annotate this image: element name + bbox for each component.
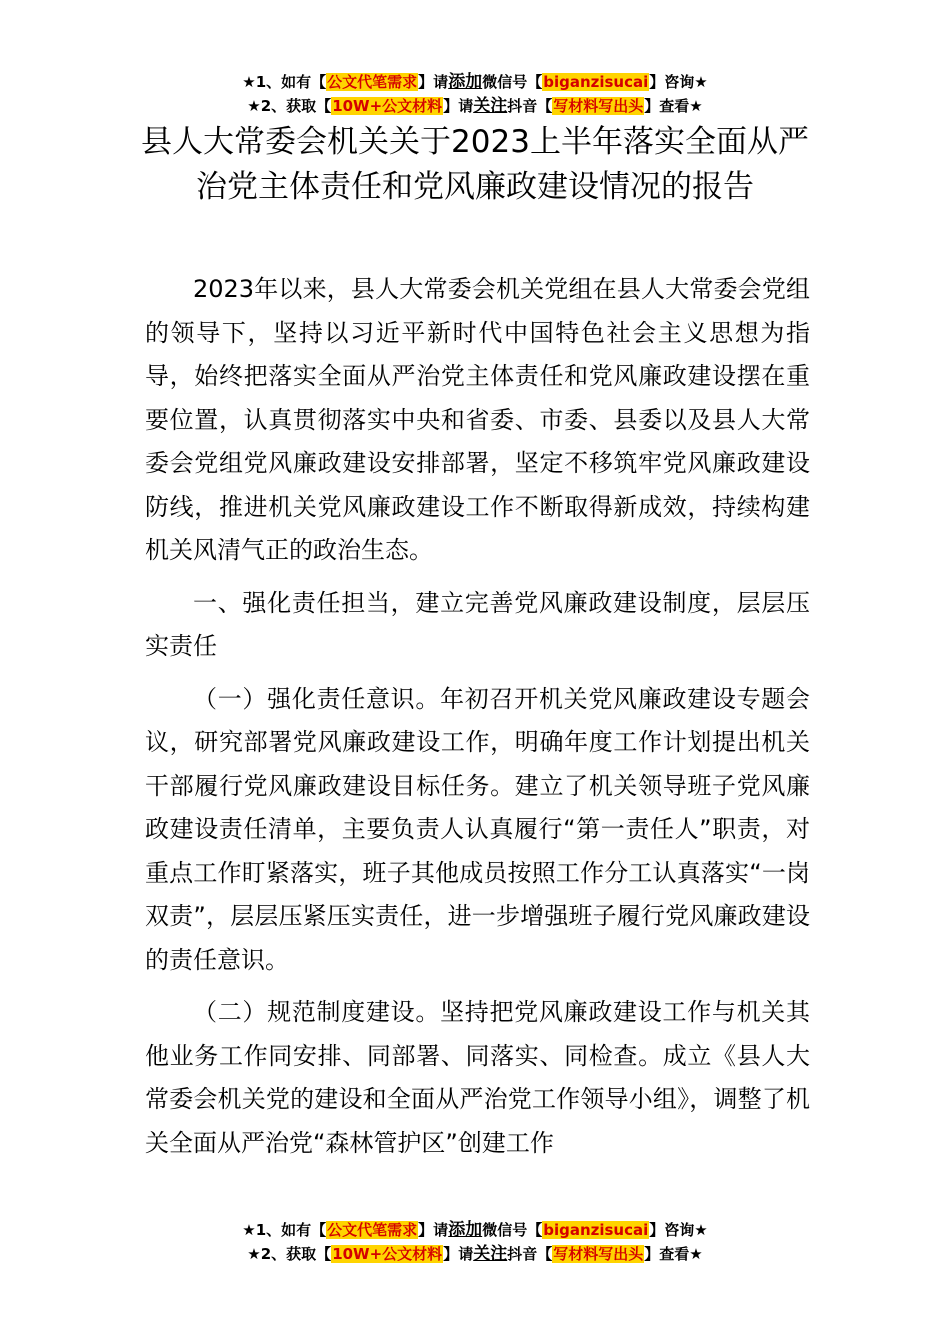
- banner-underline: 添加: [448, 1220, 483, 1240]
- banner-text: 】咨询★: [649, 1221, 708, 1239]
- banner-highlight: 公文代笔需求: [327, 73, 418, 91]
- banner-text: 微信号【: [482, 73, 543, 91]
- banner-highlight: 公文代笔需求: [327, 1221, 418, 1239]
- banner-line-1: [0, 1218, 950, 1242]
- banner-highlight: 10W+公文材料: [332, 1245, 443, 1263]
- banner-text: ★1、如有【: [242, 73, 327, 91]
- document-title: 县人大常委会机关关于2023上半年落实全面从严治党主体责任和党风廉政建设情况的报告: [141, 124, 809, 205]
- banner-text: 】请: [418, 73, 449, 91]
- banner-line-2: [0, 1242, 950, 1266]
- banner-text: ★2、获取【: [247, 97, 332, 115]
- banner-text: ★2、获取【: [247, 1245, 332, 1263]
- banner-highlight: biganzisucai: [543, 1221, 649, 1239]
- banner-underline: 关注: [473, 1244, 508, 1264]
- banner-highlight: 写材料写出头: [553, 97, 644, 115]
- banner-text: ★1、如有【: [242, 1221, 327, 1239]
- banner-text: 】查看★: [644, 97, 703, 115]
- banner-highlight: biganzisucai: [543, 73, 649, 91]
- banner-highlight: 10W+公文材料: [332, 97, 443, 115]
- banner-underline: 关注: [473, 96, 508, 116]
- banner-highlight: 写材料写出头: [553, 1245, 644, 1263]
- document-body: [145, 268, 810, 1174]
- banner-text: 抖音【: [507, 97, 553, 115]
- banner-text: 】查看★: [644, 1245, 703, 1263]
- banner-line-1: [0, 70, 950, 94]
- banner-underline: 添加: [448, 72, 483, 92]
- banner-text: 】咨询★: [649, 73, 708, 91]
- paragraph: 2023年以来，县人大常委会机关党组在县人大常委会党组的领导下，坚持以习近平新时代中国特色社会主义思想为指导，始终把落实全面从严治党主体责任和党风廉政建设摆在重要位置，认真贯彻落实中央和省委、市委、县委以及县人大常委会党组党风廉政建设安排部署，坚定不移筑牢党风廉政建设防线，推进机关党风廉政建设工作不断取得新成效，持续构建机关风清气正的政治生态。: [145, 275, 810, 564]
- header-banner: [0, 70, 950, 118]
- footer-banner: [0, 1218, 950, 1266]
- banner-text: 】请: [418, 1221, 449, 1239]
- section-heading: 一、强化责任担当，建立完善党风廉政建设制度，层层压实责任: [145, 588, 810, 660]
- banner-text: 微信号【: [482, 1221, 543, 1239]
- banner-text: 抖音【: [507, 1245, 553, 1263]
- paragraph: （一）强化责任意识。年初召开机关党风廉政建设专题会议，研究部署党风廉政建设工作，明确年度工作计划提出机关干部履行党风廉政建设目标任务。建立了机关领导班子党风廉政建设责任清单，主要负责人认真履行“第一责任人”职责，对重点工作盯紧落实，班子其他成员按照工作分工认真落实“一岗双责”，层层压紧压实责任，进一步增强班子履行党风廉政建设的责任意识。: [145, 684, 810, 974]
- paragraph: （二）规范制度建设。坚持把党风廉政建设工作与机关其他业务工作同安排、同部署、同落实、同检查。成立《县人大常委会机关党的建设和全面从严治党工作领导小组》，调整了机关全面从严治党“森林管护区”创建工作: [145, 998, 810, 1157]
- banner-line-2: [0, 94, 950, 118]
- banner-text: 】请: [443, 1245, 474, 1263]
- banner-text: 】请: [443, 97, 474, 115]
